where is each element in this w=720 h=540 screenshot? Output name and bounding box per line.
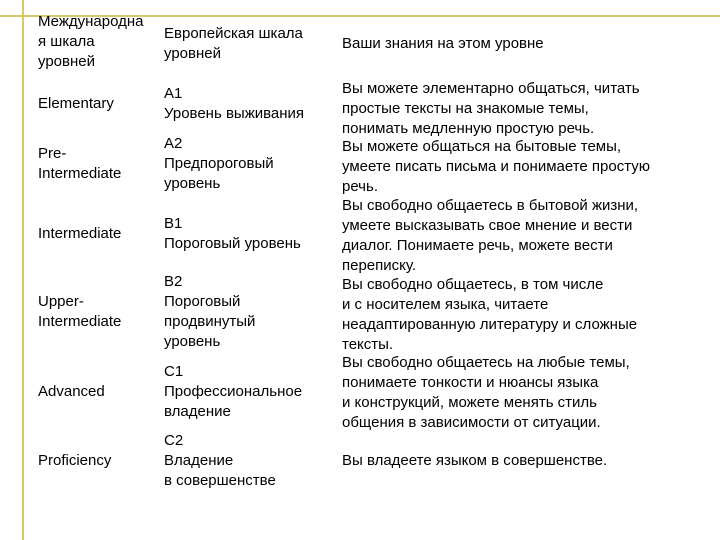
row-upperintermediate-intl: Upper- Intermediate — [38, 293, 122, 330]
row-intermediate-desc: Вы свободно общаетесь в бытовой жизни, умеете высказывать свое мнение и вести диалог. Понимаете речь, можете вести переписку. — [342, 197, 639, 274]
row-preintermediate-intl: Pre- Intermediate — [38, 145, 122, 182]
row-elementary-intl: Elementary — [38, 95, 114, 112]
row-elementary-desc: Вы можете элементарно общаться, читать простые тексты на знакомые темы, понимать медленную простую речь. — [342, 80, 640, 137]
row-upperintermediate-euro: B2 Пороговый продвинутый уровень — [164, 273, 256, 350]
row-advanced-intl: Advanced — [38, 383, 105, 400]
levels-table — [32, 13, 692, 491]
decorative-vertical-line — [22, 0, 24, 540]
row-advanced-euro: C1 Профессиональное владение — [164, 363, 303, 420]
row-preintermediate-desc: Вы можете общаться на бытовые темы, умеете писать письма и понимаете простую речь. — [342, 138, 651, 195]
header-european-scale: Европейская шкала уровней — [164, 25, 303, 62]
row-intermediate-euro: B1 Пороговый уровень — [164, 215, 301, 252]
row-proficiency-intl: Proficiency — [38, 452, 112, 469]
row-advanced-desc: Вы свободно общаетесь на любые темы, понимаете тонкости и нюансы языка и конструкций, можете менять стиль общения в зависимости от ситуации. — [342, 354, 630, 431]
header-your-knowledge: Ваши знания на этом уровне — [342, 35, 544, 52]
row-preintermediate-euro: A2 Предпороговый уровень — [164, 135, 274, 192]
row-intermediate-intl: Intermediate — [38, 225, 122, 242]
row-proficiency-euro: C2 Владение в совершенстве — [164, 432, 276, 489]
row-upperintermediate-desc: Вы свободно общаетесь, в том числе и с носителем языка, читаете неадаптированную литературу и сложные тексты. — [342, 276, 638, 353]
header-international-scale: Международна я шкала уровней — [38, 13, 144, 70]
row-proficiency-desc: Вы владеете языком в совершенстве. — [342, 452, 608, 469]
row-elementary-euro: A1 Уровень выживания — [164, 85, 305, 122]
